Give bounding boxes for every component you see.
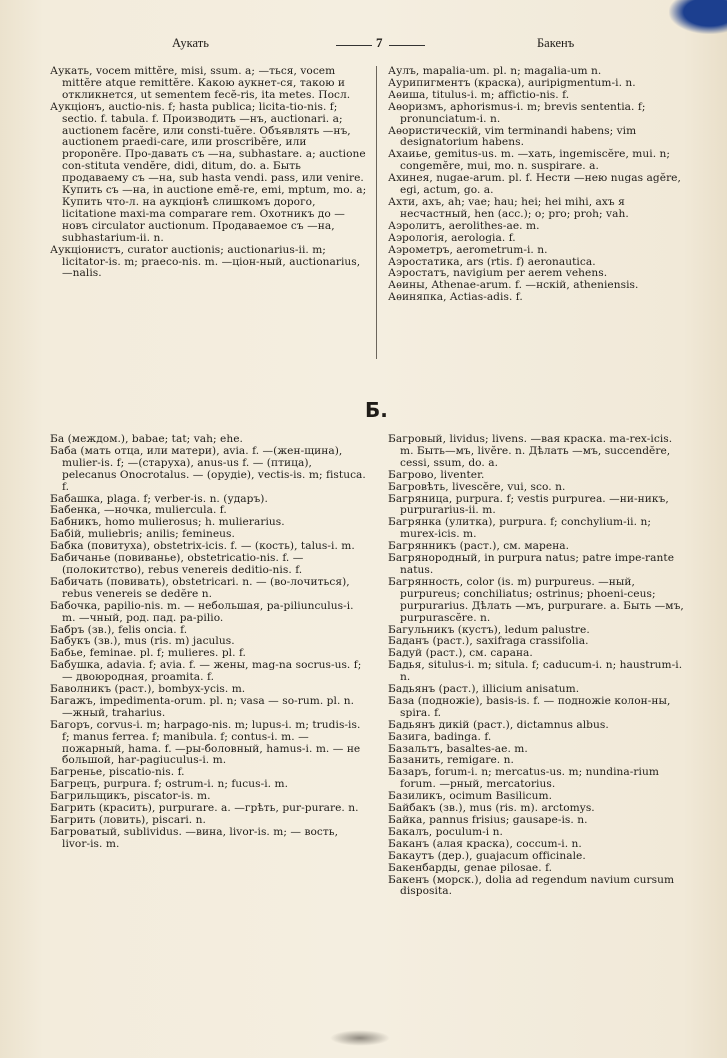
page-number: 7 <box>376 35 383 50</box>
bottom-left-column <box>50 434 368 851</box>
dictionary-entry: Аурипигментъ (краска), auripigmentum-i. n. <box>388 76 636 89</box>
dictionary-entry: Аэростатика, ars (rtis. f) aeronautica. <box>388 255 596 268</box>
running-header <box>0 36 727 56</box>
dictionary-entry: Багрить (ловить), piscari. n. <box>50 814 206 826</box>
dictionary-entry: Аэростатъ, navigium per aerem vehens. <box>388 267 608 280</box>
dictionary-entry: Бабушка, adavia. f; avia. f. — жены, mag-na socrus-us. f; — двоюродная, proamita. f. <box>50 659 362 684</box>
header-right-word: Бакенъ <box>537 36 575 50</box>
dictionary-entry: База (подножіе), basis-is. f. — подножіе колон-ны, spira. f. <box>388 694 671 719</box>
dictionary-entry: Бабашка, plaga. f; verber-is. n. (ударъ). <box>50 492 268 505</box>
column-divider <box>376 66 377 359</box>
dictionary-entry: Аѳиняпка, Actias-adis. f. <box>388 291 523 304</box>
dictionary-entry: Аэрометръ, aerometrum-i. n. <box>388 243 548 256</box>
header-left-word: Аукать <box>172 36 209 50</box>
dictionary-entry: Базига, badinga. f. <box>388 730 492 743</box>
dictionary-entry: Бабій, muliebris; anilis; femineus. <box>50 528 235 541</box>
dictionary-entry: Бадуй (раст.), см. сарана. <box>388 647 533 660</box>
dictionary-entry: Байбакъ (зв.), mus (ris. m). arctomys. <box>388 802 595 815</box>
dictionary-entry: Багажъ, impedimenta-orum. pl. n; vasa — so-rum. pl. n. —жный, traharius. <box>50 694 355 719</box>
dictionary-entry: Аулъ, mapalia-um. pl. n; magalia-um n. <box>388 65 602 77</box>
dictionary-entry: Аэролитъ, aerolithes-ae. m. <box>388 219 540 232</box>
dictionary-entry: Аѳиша, titulus-i. m; affictio-nis. f. <box>388 88 570 101</box>
dictionary-entry: Багульникъ (кустъ), ledum palustre. <box>388 623 590 636</box>
dictionary-entry: Базальтъ, basaltes-ae. m. <box>388 742 528 755</box>
top-left-column <box>50 66 368 280</box>
header-rule-left <box>336 45 372 46</box>
bottom-right-column <box>388 434 688 898</box>
top-right-column <box>388 66 688 304</box>
dictionary-entry: Баканъ (алая краска), coccum-i. n. <box>388 837 582 850</box>
dictionary-entry: Багоръ, corvus-i. m; harpago-nis. m; lupus-i. m; trudis-is. f; manus ferrea. f; manibula. f; contus-i. m. — пожарный, hama. f. —ры-боловный, hamus-i. m. — не большой, har-pagiuculus-i. m. <box>50 718 361 767</box>
dictionary-entry: Бакаутъ (дер.), guajacum officinale. <box>388 849 586 862</box>
dictionary-entry: Аѳоризмъ, aphorismus-i. m; brevis sententia. f; pronunciatum-i. n. <box>388 100 646 125</box>
dictionary-entry: Бабичать (повивать), obstetricari. n. — (во-лочиться), rebus venereis se dedĕre n. <box>50 575 350 600</box>
dictionary-entry: Аукать, vocem mittĕre, misi, ssum. a; —ться, vocem mittĕre atque remittĕre. Какою аукнет-ся, такою и откликнется, ut sementem fecĕ-ris, ita metes. Посл. <box>50 65 351 101</box>
dictionary-entry: Багрянородный, in purpura natus; patre impe-rante natus. <box>388 552 675 576</box>
dictionary-entry: Аукціонъ, auctio-nis. f; hasta publica; licita-tio-nis. f; sectio. f. tabula. f. Производить —нъ, auctionari. a; auctionem facĕre, или consti-tuĕre. Объявлять —нъ, auctionem praedi-care, или proscribĕre, или proponĕre. Про-давать съ —на, subhastare. a; auctione con-stituta vendĕre, didi, ditum, do. a. Быть продаваему съ —на, sub hasta vendi. pass, или venire. Купить съ —на, in auctione emĕ-re, emi, mptum, mo. a; Купить что-л. на аукціонѣ слишкомъ дорого, licitatione maxi-ma comparare rem. Охотникъ до —новъ circulator auctionum. Продаваемое съ —на, subhastarium-ii. n. <box>50 100 367 244</box>
dictionary-entry: Баба (мать отца, или матери), avia. f. —(жен-щина), mulier-is. f; —(старуха), anus-us f. — (птица), pelecanus Onocrotalus. — (орудіе), vectis-is. m; fistuca. f. <box>50 444 366 493</box>
dictionary-entry: Багрянка (улитка), purpura. f; conchylium-ii. n; murex-icis. m. <box>388 516 651 541</box>
dictionary-entry: Ахаиье, gemitus-us. m. —хать, ingemiscĕre, mui. n; congemĕre, mui, mo. n. suspirare. a. <box>388 148 671 173</box>
dictionary-entry: Бабка (повитуха), obstetrix-icis. f. — (кость), talus-i. m. <box>50 540 355 553</box>
dictionary-entry: Бабенка, —ночка, muliercula. f. <box>50 504 227 517</box>
dictionary-entry: Бабръ (зв.), felis oncia. f. <box>50 623 188 636</box>
dictionary-entry: Бадьянъ дикій (раст.), dictamnus albus. <box>388 718 609 731</box>
dictionary-entry: Багренье, piscatio-nis. f. <box>50 766 185 779</box>
dictionary-entry: Бакалъ, poculum-i n. <box>388 825 503 838</box>
header-rule-right <box>389 45 425 46</box>
dictionary-entry: Багрецъ, purpura. f; ostrum-i. n; fucus-i. m. <box>50 778 289 791</box>
section-letter-heading: Б. <box>365 398 388 422</box>
dictionary-entry: Багрить (красить), purpurare. a. —грѣть, pur-purare. n. <box>50 802 359 815</box>
dictionary-entry: Бабникъ, homo mulierosus; h. mulierarius. <box>50 516 285 529</box>
dictionary-entry: Бабочка, papilio-nis. m. — небольшая, pa-piliunculus-i. m. —чный, род. пад. pa-pilio. <box>50 599 354 624</box>
dictionary-entry: Бадьянъ (раст.), illicium anisatum. <box>388 683 580 696</box>
dictionary-entry: Базаръ, forum-i. n; mercatus-us. m; nundina-rium forum. —рный, mercatorius. <box>388 766 659 791</box>
dictionary-entry: Багроватый, sublividus. —вина, livor-is. m; — вость, livor-is. m. <box>50 825 339 850</box>
dictionary-entry: Багрянность, color (is. m) purpureus. —ный, purpureus; conchiliatus; ostrinus; phoeni-ceus; purpurarius. Дѣлать —мъ, purpurare. a. Быть —мъ, purpurascĕre. n. <box>388 575 684 624</box>
dictionary-entry: Багрянникъ (раст.), см. марена. <box>388 540 570 553</box>
dictionary-entry: Ахти, ахъ, ah; vae; hau; hei; hei mihi, ахъ я несчастный, hen (acc.); o; pro; proh; vah. <box>388 195 629 220</box>
dictionary-entry: Аэрологія, aerologia. f. <box>388 231 516 244</box>
dictionary-entry: Бабичанье (повиванье), obstetricatio-nis. f. —(полокитство), rebus venereis deditio-nis. f. <box>50 552 304 576</box>
dictionary-entry: Аѳористическій, vim terminandi habens; vim designatorium habens. <box>388 124 637 149</box>
dictionary-entry: Бакенбарды, genae pilosae. f. <box>388 861 553 874</box>
dictionary-entry: Багрово, liventer. <box>388 468 485 481</box>
ink-stamp-mark <box>669 0 727 34</box>
dictionary-entry: Багровѣть, livescĕre, vui, sco. n. <box>388 480 566 493</box>
dictionary-entry: Бакенъ (морск.), dolia ad regendum navium cursum disposita. <box>388 873 675 898</box>
dictionary-entry: Баволникъ (раст.), bombyx-ycis. m. <box>50 683 246 696</box>
dictionary-entry: Аукціонистъ, curator auctionis; auctionarius-ii. m; licitator-is. m; praeco-nis. m. —ціон-ный, auctionarius, —nalis. <box>50 243 361 280</box>
dictionary-entry: Бабукъ (зв.), mus (ris. m) jaculus. <box>50 635 235 648</box>
dictionary-entry: Багряница, purpura. f; vestis purpurea. —ни-никъ, purpurarius-ii. m. <box>388 492 669 517</box>
dictionary-entry: Бабье, feminae. pl. f; mulieres. pl. f. <box>50 647 246 660</box>
page-smudge <box>330 1030 390 1046</box>
dictionary-entry: Ахинея, nugae-arum. pl. f. Нести —нею nugas agĕre, egi, actum, go. a. <box>388 172 681 197</box>
dictionary-entry: Багровый, lividus; livens. —вая краска. ma-rex-icis. m. Быть—мъ, livĕre. n. Дѣлать —мъ, succendĕre, cessi, ssum, do. a. <box>388 433 673 469</box>
dictionary-entry: Ба (междом.), babae; tat; vah; ehe. <box>50 433 243 445</box>
dictionary-entry: Бадья, situlus-i. m; situla. f; caducum-i. n; haustrum-i. n. <box>388 659 683 684</box>
dictionary-entry: Аѳины, Athenae-arum. f. —нскій, atheniensis. <box>388 279 639 292</box>
dictionary-entry: Баданъ (раст.), saxifraga crassifolia. <box>388 635 589 648</box>
dictionary-entry: Базиликъ, ocimum Basilicum. <box>388 790 553 803</box>
dictionary-entry: Багрильщикъ, piscator-is. m. <box>50 790 211 803</box>
dictionary-entry: Базанить, remigare. n. <box>388 754 514 767</box>
dictionary-entry: Байка, pannus frisius; gausape-is. n. <box>388 814 588 826</box>
